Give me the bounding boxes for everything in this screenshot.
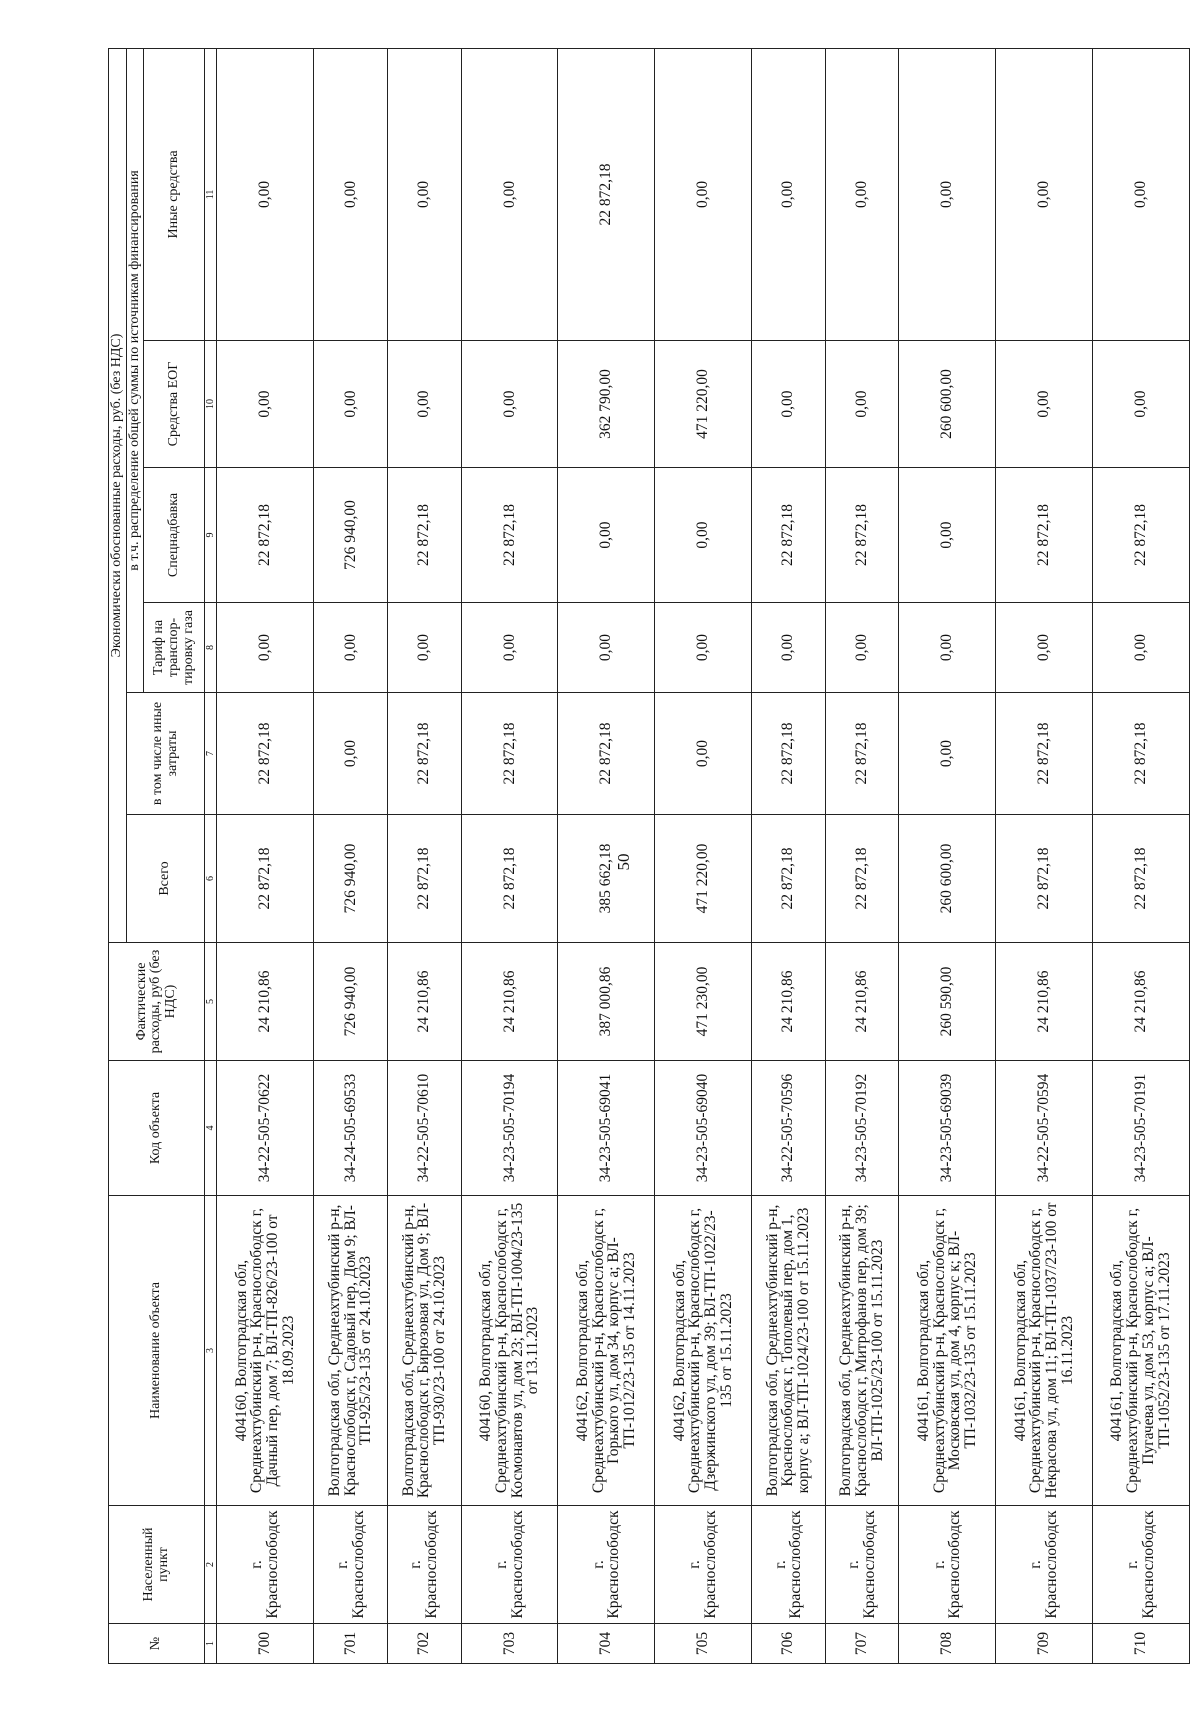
settlement-cell: г. Краснослободск xyxy=(558,1506,655,1624)
actual-expenses-cell: 24 210,86 xyxy=(461,943,558,1061)
table-row xyxy=(825,48,899,1663)
total-cell: 22 872,18 xyxy=(996,815,1093,943)
object-name-cell: 404161, Волгоградская обл, Среднеахтубинский р-н, Краснослободск г, Пугачева ул, дом 53, корпус а; ВЛ-ТП-1052/23-135 от 17.11.2023 xyxy=(1093,1196,1190,1506)
actual-expenses-cell: 260 590,00 xyxy=(899,943,996,1061)
object-code-cell: 34-22-505-70610 xyxy=(387,1061,461,1196)
eog-funds-cell: 0,00 xyxy=(752,341,826,468)
other-costs-cell: 22 872,18 xyxy=(461,693,558,815)
special-surcharge-cell: 22 872,18 xyxy=(387,468,461,603)
total-cell: 260 600,00 xyxy=(899,815,996,943)
other-costs-cell: 22 872,18 xyxy=(217,693,314,815)
header-distribution: в т.ч. распределение общей суммы по источникам финансирования xyxy=(126,48,144,692)
eog-funds-cell: 0,00 xyxy=(314,341,388,468)
other-costs-cell: 22 872,18 xyxy=(1093,693,1190,815)
object-name-cell: 404162, Волгоградская обл, Среднеахтубинский р-н, Краснослободск г, Дзержинского ул, дом 39; ВЛ-ТП-1022/23-135 от 15.11.2023 xyxy=(655,1196,752,1506)
column-numbers-row xyxy=(205,48,217,1663)
object-name-cell: 404160, Волгоградская обл, Среднеахтубинский р-н, Краснослободск г, Космонавтов ул, дом 23; ВЛ-ТП-1004/23-135 от 13.11.2023 xyxy=(461,1196,558,1506)
table-row xyxy=(996,48,1093,1663)
other-funds-cell: 0,00 xyxy=(752,48,826,340)
eog-funds-cell: 260 600,00 xyxy=(899,341,996,468)
special-surcharge-cell: 0,00 xyxy=(558,468,655,603)
other-funds-cell: 22 872,18 xyxy=(558,48,655,340)
column-number: 3 xyxy=(205,1196,217,1506)
tariff-cell: 0,00 xyxy=(996,603,1093,693)
column-number: 7 xyxy=(205,693,217,815)
eog-funds-cell: 0,00 xyxy=(461,341,558,468)
object-name-cell: 404162, Волгоградская обл, Среднеахтубинский р-н, Краснослободск г, Горького ул, дом 34, корпус а; ВЛ-ТП-1012/23-135 от 14.11.2023 xyxy=(558,1196,655,1506)
header-other-costs: в том числе иные затраты xyxy=(126,693,205,815)
special-surcharge-cell: 22 872,18 xyxy=(461,468,558,603)
actual-expenses-cell: 24 210,86 xyxy=(387,943,461,1061)
settlement-cell: г. Краснослободск xyxy=(314,1506,388,1624)
settlement-cell: г. Краснослободск xyxy=(387,1506,461,1624)
object-name-cell: Волгоградская обл, Среднеахтубинский р-н, Краснослободск г, Митрофанов пер, дом 39; ВЛ-ТП-1025/23-100 от 15.11.2023 xyxy=(825,1196,899,1506)
tariff-cell: 0,00 xyxy=(1093,603,1190,693)
eog-funds-cell: 471 220,00 xyxy=(655,341,752,468)
object-name-cell: 404160, Волгоградская обл, Среднеахтубинский р-н, Краснослободск г, Дачный пер, дом 7; ВЛ-ТП-826/23-100 от 18.09.2023 xyxy=(217,1196,314,1506)
other-costs-cell: 0,00 xyxy=(899,693,996,815)
special-surcharge-cell: 0,00 xyxy=(655,468,752,603)
object-code-cell: 34-23-505-70191 xyxy=(1093,1061,1190,1196)
tariff-cell: 0,00 xyxy=(825,603,899,693)
other-funds-cell: 0,00 xyxy=(314,48,388,340)
total-cell: 22 872,18 xyxy=(825,815,899,943)
special-surcharge-cell: 22 872,18 xyxy=(825,468,899,603)
object-code-cell: 34-22-505-70622 xyxy=(217,1061,314,1196)
other-costs-cell: 0,00 xyxy=(314,693,388,815)
row-number-cell: 707 xyxy=(825,1624,899,1664)
object-name-cell: Волгоградская обл, Среднеахтубинский р-н, Краснослободск г, Бирюзовая ул, Дом 9; ВЛ-ТП-930/23-100 от 24.10.2023 xyxy=(387,1196,461,1506)
special-surcharge-cell: 22 872,18 xyxy=(996,468,1093,603)
object-code-cell: 34-23-505-69039 xyxy=(899,1061,996,1196)
eog-funds-cell: 0,00 xyxy=(1093,341,1190,468)
table-row xyxy=(899,48,996,1663)
header-tariff: Тариф на транспор-тировку газа xyxy=(144,603,205,693)
actual-expenses-cell: 24 210,86 xyxy=(825,943,899,1061)
page-number: 50 xyxy=(614,853,633,871)
object-code-cell: 34-23-505-69041 xyxy=(558,1061,655,1196)
eog-funds-cell: 0,00 xyxy=(217,341,314,468)
column-number: 4 xyxy=(205,1061,217,1196)
total-cell: 726 940,00 xyxy=(314,815,388,943)
table-row xyxy=(1093,48,1190,1663)
header-special-surcharge: Спецнадбавка xyxy=(144,468,205,603)
eog-funds-cell: 0,00 xyxy=(825,341,899,468)
tariff-cell: 0,00 xyxy=(217,603,314,693)
actual-expenses-cell: 387 000,86 xyxy=(558,943,655,1061)
other-funds-cell: 0,00 xyxy=(655,48,752,340)
table-body xyxy=(217,48,1190,1663)
column-number: 11 xyxy=(205,48,217,340)
special-surcharge-cell: 726 940,00 xyxy=(314,468,388,603)
total-cell: 22 872,18 xyxy=(387,815,461,943)
object-code-cell: 34-24-505-69533 xyxy=(314,1061,388,1196)
table-row xyxy=(314,48,388,1663)
column-number: 2 xyxy=(205,1506,217,1624)
tariff-cell: 0,00 xyxy=(752,603,826,693)
header-economic-expenses: Экономически обоснованные расходы, руб. (без НДС) xyxy=(109,48,127,942)
table-row xyxy=(655,48,752,1663)
special-surcharge-cell: 22 872,18 xyxy=(752,468,826,603)
actual-expenses-cell: 24 210,86 xyxy=(217,943,314,1061)
other-costs-cell: 22 872,18 xyxy=(387,693,461,815)
row-number-cell: 702 xyxy=(387,1624,461,1664)
total-cell: 385 662,18 xyxy=(558,815,655,943)
actual-expenses-cell: 726 940,00 xyxy=(314,943,388,1061)
special-surcharge-cell: 22 872,18 xyxy=(1093,468,1190,603)
settlement-cell: г. Краснослободск xyxy=(996,1506,1093,1624)
other-funds-cell: 0,00 xyxy=(461,48,558,340)
settlement-cell: г. Краснослободск xyxy=(655,1506,752,1624)
eog-funds-cell: 0,00 xyxy=(996,341,1093,468)
row-number-cell: 703 xyxy=(461,1624,558,1664)
row-number-cell: 706 xyxy=(752,1624,826,1664)
settlement-cell: г. Краснослободск xyxy=(217,1506,314,1624)
header-object-code: Код объекта xyxy=(109,1061,205,1196)
actual-expenses-cell: 24 210,86 xyxy=(996,943,1093,1061)
total-cell: 22 872,18 xyxy=(1093,815,1190,943)
column-number: 1 xyxy=(205,1624,217,1664)
expenses-table xyxy=(108,48,1190,1664)
other-funds-cell: 0,00 xyxy=(217,48,314,340)
tariff-cell: 0,00 xyxy=(655,603,752,693)
actual-expenses-cell: 24 210,86 xyxy=(1093,943,1190,1061)
object-name-cell: 404161, Волгоградская обл, Среднеахтубинский р-н, Краснослободск г, Некрасова ул, дом 11; ВЛ-ТП-1037/23-100 от 16.11.2023 xyxy=(996,1196,1093,1506)
other-costs-cell: 0,00 xyxy=(655,693,752,815)
total-cell: 22 872,18 xyxy=(752,815,826,943)
column-number: 8 xyxy=(205,603,217,693)
tariff-cell: 0,00 xyxy=(461,603,558,693)
actual-expenses-cell: 471 230,00 xyxy=(655,943,752,1061)
header-eog-funds: Средства ЕОГ xyxy=(144,341,205,468)
actual-expenses-cell: 24 210,86 xyxy=(752,943,826,1061)
table-row xyxy=(387,48,461,1663)
header-settlement: Населенный пункт xyxy=(109,1506,205,1624)
row-number-cell: 705 xyxy=(655,1624,752,1664)
total-cell: 22 872,18 xyxy=(217,815,314,943)
other-costs-cell: 22 872,18 xyxy=(825,693,899,815)
object-name-cell: Волгоградская обл, Среднеахтубинский р-н, Краснослободск г, Садовый пер, Дом 9; ВЛ-ТП-925/23-135 от 24.10.2023 xyxy=(314,1196,388,1506)
other-funds-cell: 0,00 xyxy=(387,48,461,340)
table-row xyxy=(217,48,314,1663)
tariff-cell: 0,00 xyxy=(387,603,461,693)
other-funds-cell: 0,00 xyxy=(825,48,899,340)
other-costs-cell: 22 872,18 xyxy=(558,693,655,815)
settlement-cell: г. Краснослободск xyxy=(825,1506,899,1624)
header-object-name: Наименование объекта xyxy=(109,1196,205,1506)
tariff-cell: 0,00 xyxy=(314,603,388,693)
row-number-cell: 704 xyxy=(558,1624,655,1664)
other-funds-cell: 0,00 xyxy=(899,48,996,340)
column-number: 6 xyxy=(205,815,217,943)
tariff-cell: 0,00 xyxy=(899,603,996,693)
column-number: 10 xyxy=(205,341,217,468)
total-cell: 471 220,00 xyxy=(655,815,752,943)
object-code-cell: 34-22-505-70594 xyxy=(996,1061,1093,1196)
row-number-cell: 710 xyxy=(1093,1624,1190,1664)
eog-funds-cell: 362 790,00 xyxy=(558,341,655,468)
tariff-cell: 0,00 xyxy=(558,603,655,693)
special-surcharge-cell: 0,00 xyxy=(899,468,996,603)
header-total: Всего xyxy=(126,815,205,943)
table-row xyxy=(461,48,558,1663)
row-number-cell: 708 xyxy=(899,1624,996,1664)
object-code-cell: 34-23-505-70192 xyxy=(825,1061,899,1196)
object-code-cell: 34-23-505-70194 xyxy=(461,1061,558,1196)
table-row xyxy=(558,48,655,1663)
object-code-cell: 34-23-505-69040 xyxy=(655,1061,752,1196)
settlement-cell: г. Краснослободск xyxy=(752,1506,826,1624)
rotated-table-sheet xyxy=(108,49,1190,1664)
row-number-cell: 701 xyxy=(314,1624,388,1664)
other-funds-cell: 0,00 xyxy=(1093,48,1190,340)
settlement-cell: г. Краснослободск xyxy=(899,1506,996,1624)
row-number-cell: 700 xyxy=(217,1624,314,1664)
other-costs-cell: 22 872,18 xyxy=(996,693,1093,815)
column-number: 5 xyxy=(205,943,217,1061)
object-name-cell: Волгоградская обл, Среднеахтубинский р-н, Краснослободск г, Тополевый пер, дом 1, корпус а; ВЛ-ТП-1024/23-100 от 15.11.2023 xyxy=(752,1196,826,1506)
special-surcharge-cell: 22 872,18 xyxy=(217,468,314,603)
total-cell: 22 872,18 xyxy=(461,815,558,943)
header-actual-expenses: Фактические расходы, руб (без НДС) xyxy=(109,943,205,1061)
row-number-cell: 709 xyxy=(996,1624,1093,1664)
other-funds-cell: 0,00 xyxy=(996,48,1093,340)
header-other-funds: Иные средства xyxy=(144,48,205,340)
object-code-cell: 34-22-505-70596 xyxy=(752,1061,826,1196)
column-number: 9 xyxy=(205,468,217,603)
eog-funds-cell: 0,00 xyxy=(387,341,461,468)
other-costs-cell: 22 872,18 xyxy=(752,693,826,815)
table-row xyxy=(752,48,826,1663)
settlement-cell: г. Краснослободск xyxy=(1093,1506,1190,1624)
settlement-cell: г. Краснослободск xyxy=(461,1506,558,1624)
object-name-cell: 404161, Волгоградская обл, Среднеахтубинский р-н, Краснослободск г, Московская ул, дом 4, корпус к; ВЛ-ТП-1032/23-135 от 15.11.2023 xyxy=(899,1196,996,1506)
header-num: № xyxy=(109,1624,205,1664)
